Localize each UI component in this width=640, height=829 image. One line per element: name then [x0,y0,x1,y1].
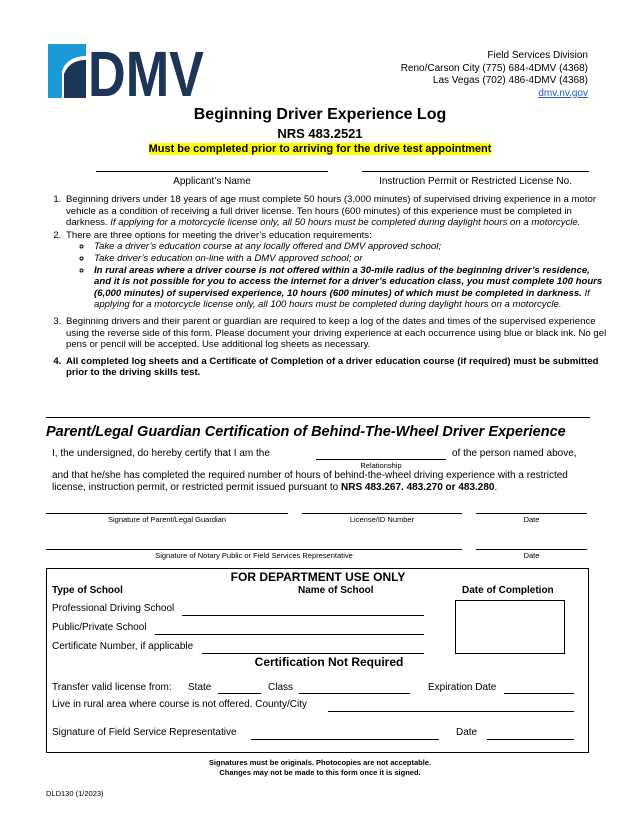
date-of-completion-box[interactable] [455,600,565,654]
division: Field Services Division [487,50,588,61]
county-city-line[interactable] [328,711,574,712]
instruction-item: 3. Beginning drivers and their parent or guardian are required to keep a log of the dates and times of the supervised experience using the reverse side of this form. Please document your driving experience at each occurrence using blue or black ink. No gel pens or pencil will be accepted. Use additional log sheets as necessary. [64,316,608,351]
certification-heading: Parent/Legal Guardian Certification of Behind-The-Wheel Driver Experience [46,424,566,440]
divider [46,417,590,418]
contact-block [401,50,588,100]
notary-signature-line[interactable] [46,549,462,550]
fsr-date-label: Date [456,727,478,738]
parent-signature-label: Signature of Parent/Legal Guardian [108,515,226,524]
dept-heading: FOR DEPARTMENT USE ONLY [230,570,406,584]
certification-not-required: Certification Not Required [254,655,404,669]
date-line[interactable] [476,513,587,514]
applicant-name-line[interactable] [96,171,328,172]
professional-school-line[interactable] [182,615,424,616]
type-of-school-label: Type of School [52,585,123,596]
form-number: DLD130 (1/2023) [46,789,104,798]
relationship-label: Relationship [360,461,402,470]
fsr-signature-label: Signature of Field Service Representative [52,727,237,738]
transfer-label: Transfer valid license from: [52,682,172,693]
instructions-list [46,194,608,380]
license-id-label: License/ID Number [349,515,415,524]
dmv-logo [46,38,206,110]
cert-line2: and that he/she has completed the required number of hours of behind-the-wheel driving experience with a restricted license, instruction permit, or restricted permit issued pursuant to NRS 483.267. 483.270 or 483.280. [52,470,568,493]
notary-signature-label: Signature of Notary Public or Field Services Representative [155,551,353,560]
parent-signature-line[interactable] [46,513,288,514]
name-of-school-label: Name of School [298,585,374,596]
state-line[interactable] [218,693,261,694]
certificate-number-line[interactable] [202,653,424,654]
fsr-date-line[interactable] [487,739,574,740]
date-label: Date [523,515,540,524]
option-item: ◦ Take a driver’s education course at any locally offered and DMV approved school; [92,241,608,253]
website-link[interactable]: dmv.nv.gov [538,87,588,99]
public-private-line[interactable] [155,634,424,635]
certificate-number-label: Certificate Number, if applicable [52,641,194,652]
footer-notice: Signatures must be originals. Photocopies are not acceptable. Changes may not be made to this form once it is signed. [208,758,432,777]
expiration-label: Expiration Date [428,682,497,693]
page-title: Beginning Driver Experience Log [193,106,447,123]
instruction-item: 4. All completed log sheets and a Certificate of Completion of a driver education course (if required) must be submitted prior to the driving skills test. [64,356,608,379]
notary-date-label: Date [523,551,540,560]
cert-line1-b: of the person named above, [452,448,577,459]
notice-banner: Must be completed prior to arriving for the drive test appointment [148,143,492,155]
relationship-line[interactable] [316,459,446,460]
notary-date-line[interactable] [476,549,587,550]
vegas-phone: Las Vegas (702) 486-4DMV (4368) [432,75,588,86]
license-id-line[interactable] [302,513,462,514]
instruction-item: 1. Beginning drivers under 18 years of age must complete 50 hours (3,000 minutes) of supervised driving experience in a motor vehicle as a condition of receiving a full driver license. Ten hours (600 minutes) of this experience must be completed in darkness. If applying for a motorcycle license only, all 50 hours must be completed during daylight hours on a motorcycle. [64,194,608,229]
option-item: ◦ Take driver’s education on-line with a DMV approved school; or [92,253,608,265]
statute: NRS 483.2521 [277,126,363,141]
state-label: State [188,682,212,693]
permit-label: Instruction Permit or Restricted License No. [379,176,572,187]
class-line[interactable] [299,693,410,694]
applicant-name-label: Applicant’s Name [173,176,251,187]
fsr-signature-line[interactable] [251,739,439,740]
date-of-completion-label: Date of Completion [462,585,554,596]
public-private-label: Public/Private School [52,622,147,633]
cert-line1-a: I, the undersigned, do hereby certify that I am the [52,448,270,459]
dmv-logo-graphic [46,38,206,110]
permit-number-line[interactable] [362,171,589,172]
reno-phone: Reno/Carson City (775) 684-4DMV (4368) [400,62,588,74]
logo-text: DMV [88,38,205,110]
instruction-item: 2. There are three options for meeting the driver’s education requirements: ◦ Take a driver’s education course at any locally offered and DMV approved school; ◦ Take driver’s education on-line with a DMV approved school; or ◦ In rural areas where a driver course is not offered within a 30-mile radius of the beginning driver’s residence, and it is not possible for you to access the internet for a driver’s education class, you must complete 100 hours (6,000 minutes) of supervised experience, 10 hours (600 minutes) of which must be completed in darkness. If applying for a motorcycle license only, all 100 hours must be completed during daylight hours on a motorcycle. [64,230,608,311]
professional-school-label: Professional Driving School [52,603,175,614]
rural-label: Live in rural area where course is not offered. County/City [52,699,307,710]
option-item: ◦ In rural areas where a driver course is not offered within a 30-mile radius of the beginning driver’s residence, and it is not possible for you to access the internet for a driver’s education class, you must complete 100 hours (6,000 minutes) of supervised experience, 10 hours (600 minutes) of which must be completed in darkness. If applying for a motorcycle license only, all 100 hours must be completed during daylight hours on a motorcycle. [92,265,608,311]
class-label: Class [268,682,294,693]
expiration-line[interactable] [504,693,574,694]
